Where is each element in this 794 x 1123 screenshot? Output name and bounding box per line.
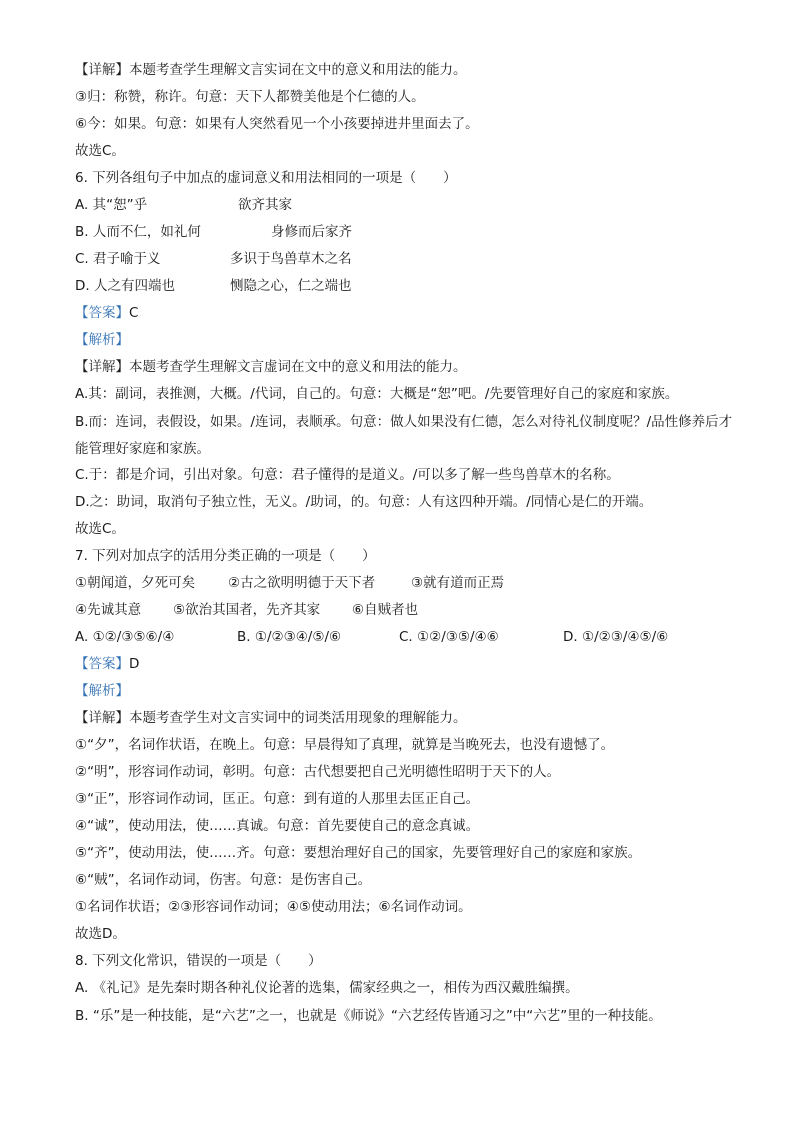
q7-stem: 7. 下列对加点字的活用分类正确的一项是（ ）	[75, 548, 376, 564]
q7-analysis	[75, 679, 735, 706]
q7-item-4: ④“诚”，使动用法，使……真诚。句意：首先要使自己的意念真诚。	[75, 818, 480, 834]
q6-option-b	[75, 220, 735, 247]
q7-choice-c: C. ①②/③⑤/④⑥	[399, 629, 499, 645]
q7-row-1	[75, 571, 735, 598]
q7-choices	[75, 625, 735, 652]
q6-option-b-right: 身修而后家齐	[271, 224, 352, 240]
q7-sentence-5: ⑤欲治其国者，先齐其家	[173, 602, 321, 618]
q7-item-5: ⑤“齐”，使动用法，使……齐。句意：要想治理好自己的国家，先要管理好自己的家庭和家族。	[75, 845, 642, 861]
q7-choice-b: B. ①/②③④/⑤/⑥	[237, 629, 342, 645]
q5-conclusion: 故选C。	[75, 143, 125, 159]
q5-item-3: ③归：称赞，称许。句意：天下人都赞美他是个仁德的人。	[75, 89, 425, 105]
q6-option-a	[75, 193, 735, 220]
q7-item-6: ⑥“贼”，名词作动词，伤害。句意：是伤害自己。	[75, 872, 372, 888]
answer-tag: 【答案】	[75, 305, 129, 321]
q6-option-c	[75, 247, 735, 274]
q7-sentence-3: ③就有道而正焉	[411, 575, 505, 591]
q6-option-c-right: 多识于鸟兽草木之名	[230, 251, 352, 267]
q6-option-b-left: B. 人而不仁，如礼何	[75, 224, 201, 240]
q7-item-3: ③“正”，形容词作动词，匡正。句意：到有道的人那里去匡正自己。	[75, 791, 480, 807]
q6-explain-d: D.之：助词，取消句子独立性，无义。/助词，的。句意：人有这四种开端。/同情心是仁的开端。	[75, 494, 653, 510]
q7-choice-d: D. ①/②③/④⑤/⑥	[563, 629, 669, 645]
q7-sentence-4: ④先诚其意	[75, 602, 142, 618]
q6-option-a-right: 欲齐其家	[238, 197, 292, 213]
q7-summary: ①名词作状语；②③形容词作动词；④⑤使动用法；⑥名词作动词。	[75, 899, 472, 915]
q6-analysis	[75, 328, 735, 355]
q6-explain-c: C.于：都是介词，引出对象。句意：君子懂得的是道义。/可以多了解一些鸟兽草木的名称。	[75, 467, 620, 483]
q7-row-2	[75, 598, 735, 625]
q7-choice-a: A. ①②/③⑤⑥/④	[75, 629, 175, 645]
q7-conclusion: 故选D。	[75, 926, 126, 942]
q8-option-b: B. “乐”是一种技能，是“六艺”之一，也就是《师说》“六艺经传皆通习之”中“六艺”里的一种技能。	[75, 1008, 662, 1024]
q5-item-6: ⑥今：如果。句意：如果有人突然看见一个小孩要掉进井里面去了。	[75, 116, 479, 132]
q6-option-c-left: C. 君子喻于义	[75, 251, 161, 267]
q7-sentence-2: ②古之欲明明德于天下者	[228, 575, 376, 591]
q8-option-a: A. 《礼记》是先秦时期各种礼仪论著的选集，儒家经典之一，相传为西汉戴胜编撰。	[75, 980, 579, 996]
q7-item-2: ②“明”，形容词作动词，彰明。句意：古代想要把自己光明德性昭明于天下的人。	[75, 764, 561, 780]
q6-explain-a: A.其：副词，表推测，大概。/代词，自己的。句意：大概是“恕”吧。/先要管理好自己的家庭和家族。	[75, 386, 679, 402]
q6-option-d-right: 恻隐之心，仁之端也	[230, 278, 352, 294]
analysis-tag: 【解析】	[75, 332, 129, 348]
q7-answer-value: D	[129, 656, 140, 672]
q7-sentence-6: ⑥自贼者也	[352, 602, 419, 618]
q6-option-a-left: A. 其“恕”乎	[75, 197, 148, 213]
q7-detail: 【详解】本题考查学生对文言实词中的词类活用现象的理解能力。	[75, 710, 467, 726]
q8-stem: 8. 下列文化常识，错误的一项是（ ）	[75, 953, 322, 969]
analysis-tag: 【解析】	[75, 683, 129, 699]
q6-conclusion: 故选C。	[75, 521, 125, 537]
q6-detail: 【详解】本题考查学生理解文言虚词在文中的意义和用法的能力。	[75, 359, 467, 375]
answer-tag: 【答案】	[75, 656, 129, 672]
q7-answer	[75, 652, 735, 679]
q7-item-1: ①“夕”，名词作状语，在晚上。句意：早晨得知了真理，就算是当晚死去，也没有遗憾了。	[75, 737, 615, 753]
q6-option-d	[75, 274, 735, 301]
q6-stem: 6. 下列各组句子中加点的虚词意义和用法相同的一项是（ ）	[75, 170, 457, 186]
q6-answer	[75, 301, 735, 328]
q6-option-d-left: D. 人之有四端也	[75, 278, 175, 294]
q5-detail: 【详解】本题考查学生理解文言实词在文中的意义和用法的能力。	[75, 62, 467, 78]
q6-answer-value: C	[129, 305, 139, 321]
document-page	[75, 58, 735, 1030]
q6-explain-b: B.而：连词，表假设，如果。/连词，表顺承。句意：做人如果没有仁德，怎么对待礼仪制度呢？/品性修养后才能管理好家庭和家族。	[75, 414, 733, 457]
q7-sentence-1: ①朝闻道，夕死可矣	[75, 575, 196, 591]
